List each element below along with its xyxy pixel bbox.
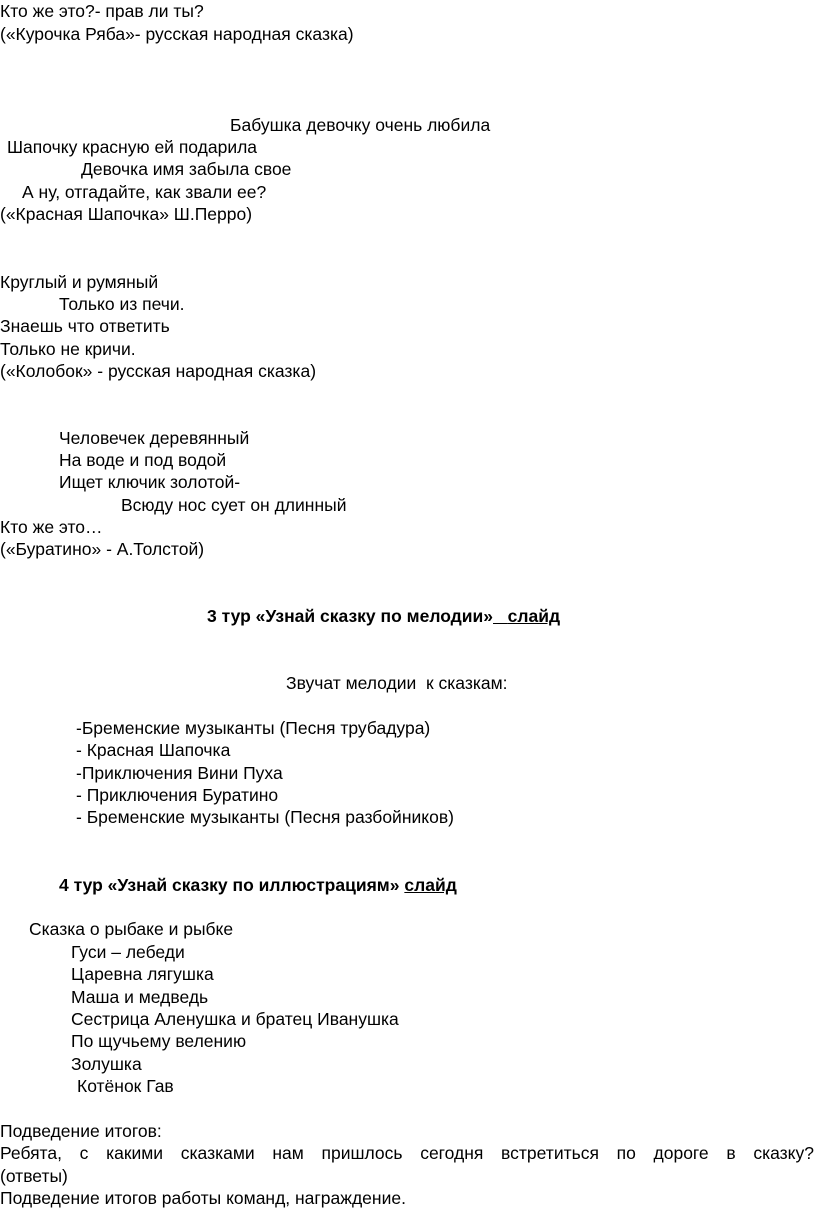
riddle-buratino-line: Всюду нос сует он длинный [121, 495, 347, 515]
round3-intro: Звучат мелодии к сказкам: [286, 673, 508, 693]
riddle-ryaba-question: Кто же это?- прав ли ты? [0, 1, 204, 21]
round4-tale-item: По щучьему велению [71, 1031, 247, 1051]
round3-title: 3 тур «Узнай сказку по мелодии» [207, 606, 494, 626]
round3-melody-item: - Приключения Буратино [76, 785, 279, 805]
riddle-buratino-line: На воде и под водой [59, 450, 227, 470]
round4-slide-link[interactable]: слайд [404, 875, 457, 895]
summary-closing: Подведение итогов работы команд, награждение. [0, 1188, 406, 1208]
round4-tale-item: Золушка [71, 1054, 142, 1074]
round4-tale-item: Котёнок Гав [77, 1076, 174, 1096]
riddle-kolobok-line: Только не кричи. [0, 339, 136, 359]
riddle-kolobok-line: Круглый и румяный [0, 272, 159, 292]
riddle-kolobok-line: Знаешь что ответить [0, 316, 170, 336]
round4-tale-item: Царевна лягушка [71, 964, 214, 984]
riddle-red-hat-line: Бабушка девочку очень любила [230, 115, 491, 135]
riddle-kolobok-answer: («Колобок» - русская народная сказка) [0, 361, 317, 381]
round3-melody-item: - Бременские музыканты (Песня разбойников) [76, 807, 454, 827]
round4-tale-item: Маша и медведь [71, 987, 209, 1007]
round4-heading [59, 874, 457, 896]
riddle-red-hat-line: Девочка имя забыла свое [81, 159, 292, 179]
round4-tale-item: Сказка о рыбаке и рыбке [29, 919, 234, 939]
riddle-buratino-line: Человечек деревянный [59, 428, 250, 448]
round3-melody-item: -Бременские музыканты (Песня трубадура) [76, 718, 431, 738]
riddle-buratino-line: Ищет ключик золотой- [59, 472, 241, 492]
riddle-buratino-answer: («Буратино» - А.Толстой) [0, 539, 205, 559]
riddle-buratino-line: Кто же это… [0, 517, 103, 537]
summary-heading: Подведение итогов: [0, 1121, 162, 1141]
summary-answers-note: (ответы) [0, 1166, 68, 1186]
round3-melody-item: - Красная Шапочка [76, 740, 231, 760]
round3-melody-item: -Приключения Вини Пуха [76, 763, 283, 783]
round4-tale-item: Сестрица Аленушка и братец Иванушка [71, 1009, 399, 1029]
riddle-kolobok-line: Только из печи. [59, 294, 185, 314]
riddle-red-hat-answer: («Красная Шапочка» Ш.Перро) [0, 204, 253, 224]
round3-heading [207, 605, 560, 627]
summary-question: Ребята, с какими сказками нам пришлось сегодня встретиться по дороге в сказку? [0, 1143, 814, 1163]
riddle-red-hat-line: Шапочку красную ей подарила [7, 137, 258, 157]
riddle-ryaba-answer: («Курочка Ряба»- русская народная сказка) [0, 24, 354, 44]
round3-slide-link[interactable]: слайд [507, 606, 561, 626]
round4-title: 4 тур «Узнай сказку по иллюстрациям» [59, 875, 400, 895]
round4-tale-item: Гуси – лебеди [71, 942, 185, 962]
riddle-red-hat-line: А ну, отгадайте, как звали ее? [22, 182, 267, 202]
